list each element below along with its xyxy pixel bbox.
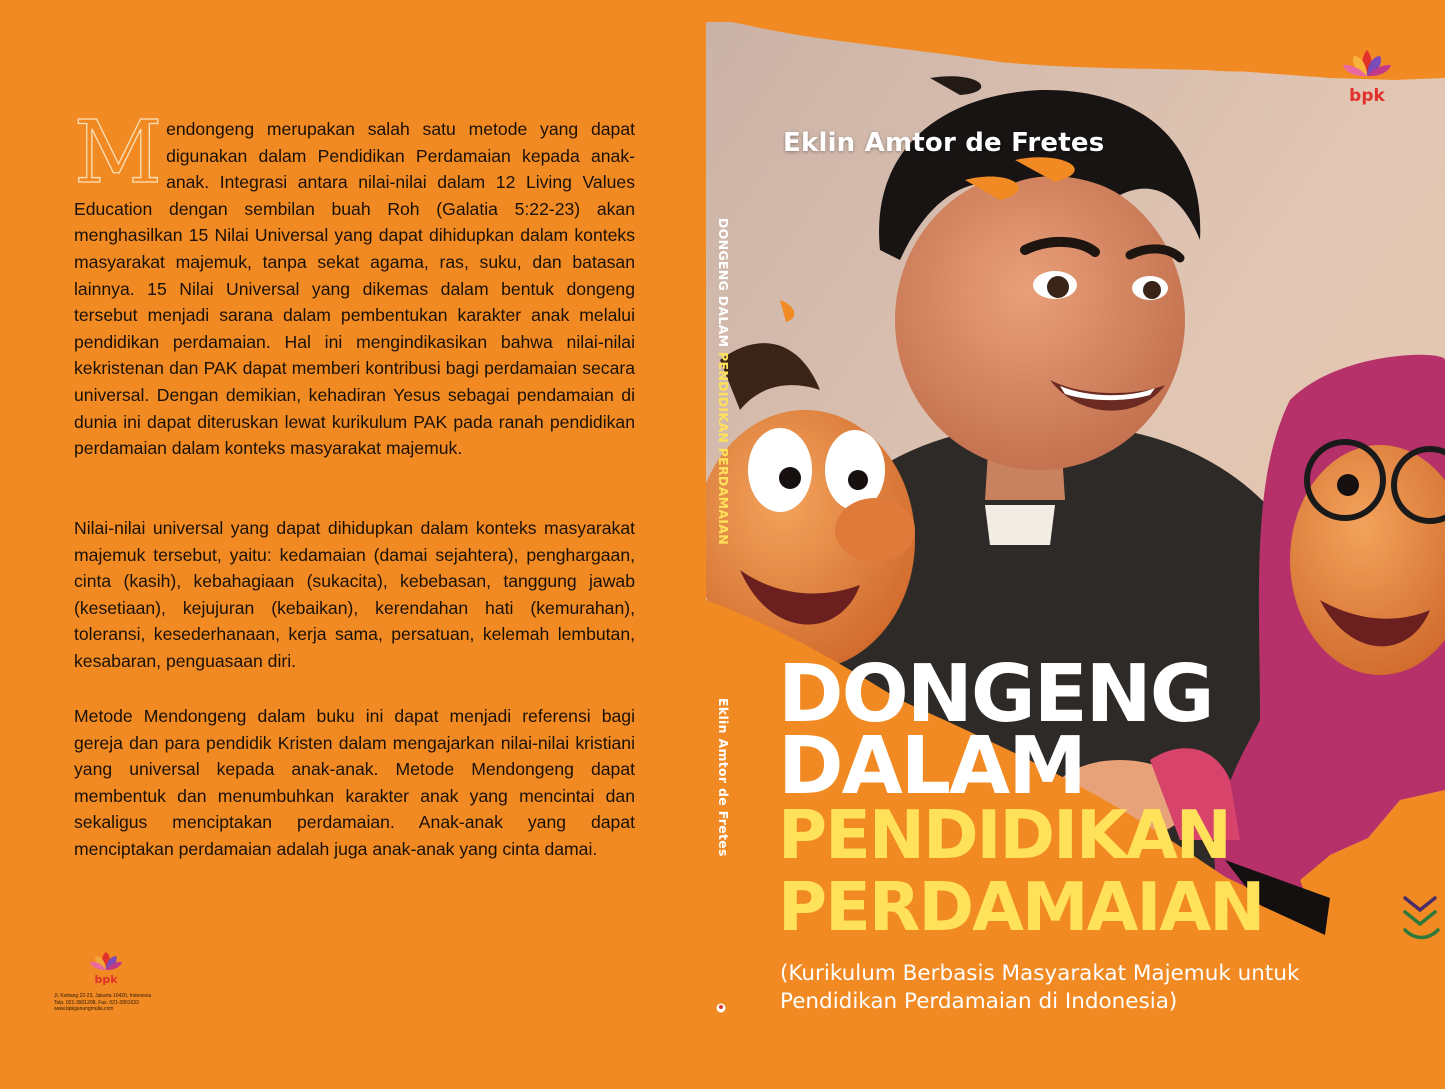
website-line: www.bpkgunungmulia.com bbox=[54, 1006, 114, 1012]
blurb-paragraph-2: Nilai-nilai universal yang dapat dihidupkan dalam konteks masyarakat majemuk tersebut, yaitu: kedamaian (damai sejahtera), penghargaan, cinta (kasih), kebahagiaan (sukacita), kebebasan, tanggung jawab (kesetiaan), kejujuran (kebaikan), kerendahan hati (kemurahan), toleransi, kesederhanaan, kerja sama, persatuan, kelemah lembutan, kesabaran, penguasaan diri. bbox=[74, 518, 635, 671]
spine-title bbox=[716, 218, 731, 545]
publisher-address bbox=[54, 993, 184, 1013]
title-line-3: PENDIDIKAN bbox=[778, 796, 1230, 874]
subtitle: (Kurikulum Berbasis Masyarakat Majemuk untuk Pendidikan Perdamaian di Indonesia) bbox=[780, 961, 1300, 1014]
spine-author: Eklin Amtor de Fretes bbox=[716, 698, 731, 857]
address-line: Jl. Kwitang 22-23, Jakarta 10420, Indonesia bbox=[54, 993, 152, 999]
spine-title-part2: PENDIDIKAN PERDAMAIAN bbox=[716, 352, 731, 545]
spine-title-part1: DONGENG DALAM bbox=[716, 218, 731, 353]
blurb-text-1: endongeng merupakan salah satu metode yang dapat digunakan dalam Pendidikan Perdamaian kepada anak-anak. Integrasi antara nilai-nilai dalam 12 Living Values Education dengan sembilan buah Roh (Galatia 5:22-23) akan menghasilkan 15 Nilai Universal yang dapat dihidupkan dalam konteks masyarakat majemuk, tanpa sekat agama, ras, suku, dan batasan lainnya. 15 Nilai Universal yang dikemas dalam bentuk dongeng tersebut menjadi sarana dalam pembentukan karakter anak melalui pendidikan perdamaian. Hal ini mengindikasikan bahwa nilai-nilai kekristenan dan PAK dapat memberi kontribusi bagi perdamaian secara universal. Dengan demikian, kehadiran Yesus sebagai pendamaian di dunia ini dapat diteruskan lewat kurikulum PAK pada ranah pendidikan perdamaian dalam konteks masyarakat majemuk. bbox=[74, 119, 635, 459]
publisher-logo bbox=[1336, 44, 1398, 106]
back-logo-text: bpk bbox=[94, 973, 118, 986]
flower-icon bbox=[86, 950, 126, 986]
phone-line: Telp. 021-3901208, Fax. 021-3901633 bbox=[54, 999, 139, 1006]
drop-cap: M bbox=[74, 103, 163, 203]
blurb-paragraph-1 bbox=[74, 103, 635, 462]
title-line-2: DALAM bbox=[778, 720, 1085, 812]
spine-flower-icon bbox=[715, 1002, 727, 1014]
back-cover bbox=[0, 0, 706, 1089]
blurb-paragraph-3: Metode Mendongeng dalam buku ini dapat menjadi referensi bagi gereja dan para pendidik Kristen dalam mengajarkan nilai-nilai kristiani yang universal kepada anak-anak. Metode Mendongeng dapat membentuk dan menumbuhkan karakter anak yang mencintai dan sekaligus menciptakan perdamaian. Anak-anak yang dapat menciptakan perdamaian adalah juga anak-anak yang cinta damai. bbox=[74, 706, 635, 859]
front-logo-text: bpk bbox=[1349, 86, 1385, 106]
book-spine bbox=[706, 0, 742, 1089]
author-name: Eklin Amtor de Fretes bbox=[783, 128, 1105, 158]
title-line-4: PERDAMAIAN bbox=[778, 868, 1264, 946]
title-line-1: DONGENG bbox=[778, 648, 1213, 740]
flower-icon bbox=[1343, 50, 1391, 76]
